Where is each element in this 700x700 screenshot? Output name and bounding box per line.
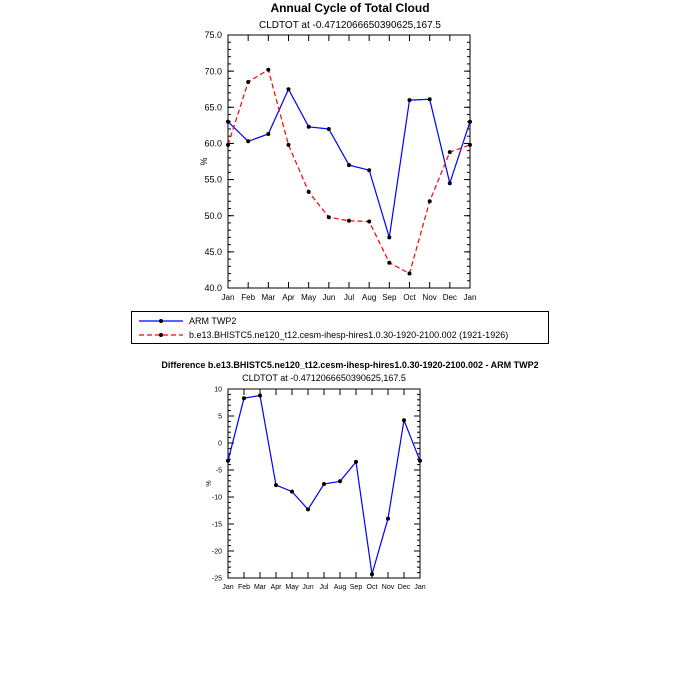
top-chart-title: Annual Cycle of Total Cloud	[270, 1, 430, 15]
x-tick-label: Dec	[442, 293, 457, 302]
data-point	[327, 215, 331, 219]
x-tick-label: Oct	[366, 584, 378, 591]
x-tick-label: Mar	[261, 293, 276, 302]
top-plot-series-1	[226, 68, 472, 276]
x-tick-label: May	[301, 293, 317, 302]
data-point	[468, 120, 472, 124]
data-point	[287, 87, 291, 91]
top-plot-axis-labels	[199, 30, 476, 302]
x-tick-label: Jun	[302, 584, 314, 591]
x-tick-label: Dec	[397, 584, 411, 591]
data-point	[347, 163, 351, 167]
legend	[131, 311, 549, 344]
legend-label-model: b.e13.BHISTC5.ne120_t12.cesm-ihesp-hires1.0.30-1920-2100.002 (1921-1926)	[189, 330, 509, 340]
x-tick-label: Feb	[237, 584, 251, 591]
y-tick-label: -20	[211, 548, 222, 556]
y-axis-title: %	[199, 157, 209, 166]
top-plot-series-0	[226, 87, 472, 239]
y-tick-label: 45.0	[204, 247, 222, 258]
x-tick-label: Sep	[382, 293, 397, 302]
blue-solid-line-icon	[137, 316, 185, 326]
legend-item-arm-twp2	[137, 314, 548, 328]
data-point	[266, 68, 270, 72]
x-tick-label: May	[285, 584, 299, 591]
data-point	[418, 459, 422, 463]
x-tick-label: Aug	[333, 584, 347, 591]
top-plot	[199, 30, 476, 302]
y-tick-label: 50.0	[204, 210, 222, 221]
x-tick-label: Jan	[463, 293, 477, 302]
data-point	[468, 143, 472, 147]
data-point	[246, 80, 250, 84]
x-tick-label: Jul	[343, 293, 355, 302]
data-point	[274, 483, 278, 487]
bottom-chart-title: Difference b.e13.BHISTC5.ne120_t12.cesm-ihesp-hires1.0.30-1920-2100.002 - ARM TWP2	[161, 360, 539, 370]
x-tick-label: Jan	[222, 584, 234, 591]
data-point	[367, 168, 371, 172]
x-tick-label: Sep	[349, 584, 363, 591]
y-tick-label: -10	[211, 494, 222, 502]
data-point	[354, 460, 358, 464]
y-tick-label: 60.0	[204, 138, 222, 149]
data-point	[448, 181, 452, 185]
data-point	[246, 139, 250, 143]
data-point	[327, 127, 331, 131]
data-point	[448, 150, 452, 154]
x-tick-label: Jan	[414, 584, 426, 591]
data-point	[307, 190, 311, 194]
x-tick-label: Jan	[221, 293, 235, 302]
data-point	[408, 98, 412, 102]
data-point	[306, 507, 310, 511]
data-point	[307, 125, 311, 129]
data-point	[242, 396, 246, 400]
data-point	[287, 143, 291, 147]
y-tick-label: 5	[218, 413, 222, 421]
data-point	[367, 220, 371, 224]
y-tick-label: 55.0	[204, 174, 222, 185]
series-line	[228, 70, 470, 274]
legend-item-model	[137, 328, 548, 342]
data-point	[322, 482, 326, 486]
y-tick-label: 10	[214, 386, 222, 394]
data-point	[387, 235, 391, 239]
data-point	[428, 97, 432, 101]
x-tick-label: Jun	[322, 293, 336, 302]
data-point	[408, 272, 412, 276]
x-tick-label: Jul	[319, 584, 329, 591]
y-tick-label: -25	[211, 575, 222, 583]
data-point	[258, 394, 262, 398]
data-point	[338, 479, 342, 483]
data-point	[428, 199, 432, 203]
data-point	[370, 572, 374, 576]
data-point	[226, 459, 230, 463]
x-tick-label: Nov	[381, 584, 395, 591]
x-tick-label: Oct	[403, 293, 416, 302]
bottom-chart-subtitle: CLDTOT at -0.4712066650390625,167.5	[242, 373, 406, 383]
y-tick-label: 40.0	[204, 283, 222, 294]
y-tick-label: -15	[211, 521, 222, 529]
data-point	[387, 261, 391, 265]
x-tick-label: Apr	[282, 293, 295, 302]
data-point	[266, 132, 270, 136]
red-dashed-line-icon	[137, 330, 185, 340]
data-point	[402, 418, 406, 422]
y-tick-label: 70.0	[204, 66, 222, 77]
x-tick-label: Aug	[362, 293, 377, 302]
y-axis-title: %	[206, 480, 213, 487]
top-plot-axes	[228, 35, 470, 288]
bottom-plot-series-0	[226, 394, 422, 577]
x-tick-label: Mar	[253, 584, 267, 591]
data-point	[386, 517, 390, 521]
data-point	[290, 490, 294, 494]
y-tick-label: -5	[215, 467, 222, 475]
top-chart-subtitle: CLDTOT at -0.4712066650390625,167.5	[259, 20, 441, 31]
bottom-plot	[206, 386, 426, 591]
y-tick-label: 65.0	[204, 102, 222, 113]
x-tick-label: Feb	[241, 293, 256, 302]
x-tick-label: Nov	[422, 293, 437, 302]
x-tick-label: Apr	[270, 584, 282, 591]
y-tick-label: 75.0	[204, 30, 222, 41]
legend-label-arm-twp2: ARM TWP2	[189, 316, 237, 326]
data-point	[226, 143, 230, 147]
data-point	[226, 120, 230, 124]
data-point	[347, 219, 351, 223]
y-tick-label: 0	[218, 440, 222, 448]
